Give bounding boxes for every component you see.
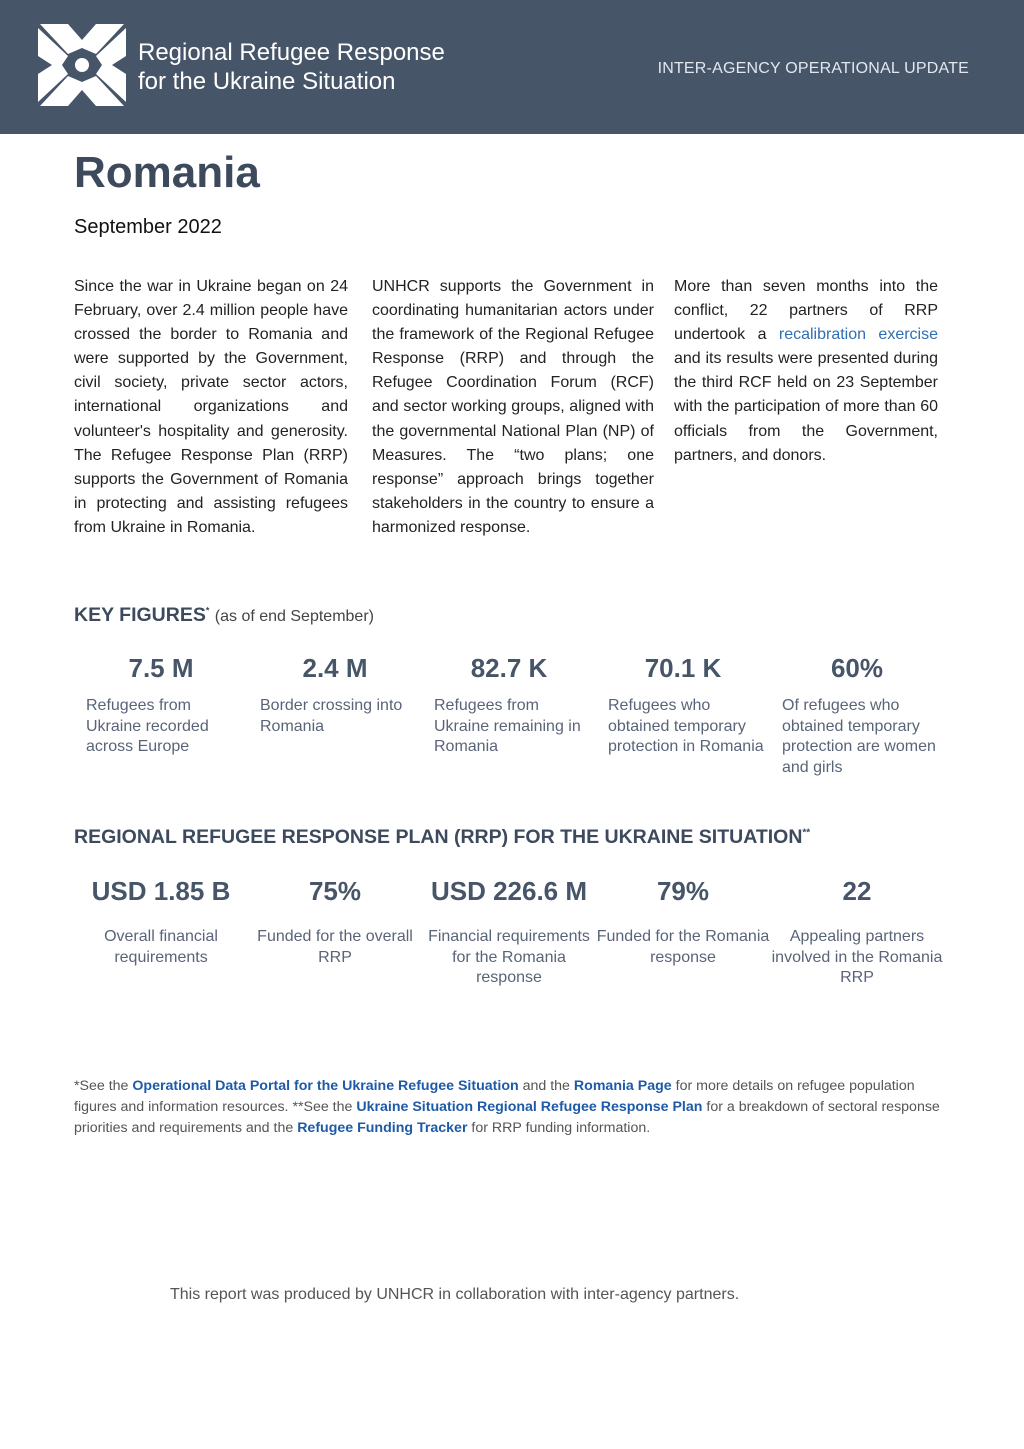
key-figure — [248, 648, 422, 778]
rrp-figure — [770, 871, 944, 989]
key-figure-value: 60% — [830, 653, 884, 683]
logo-line-1: Regional Refugee Response — [138, 39, 445, 66]
romania-page-link[interactable]: Romania Page — [573, 1078, 672, 1094]
intro-column-1: Since the war in Ukraine began on 24 February, over 2.4 million people have crossed the border to Romania and were supported by the Government, civil society, private sector actors, international organizations and volunteer's hospitality and generosity. The Refugee Response Plan (RRP) supports the Government of Romania in protecting and assisting refugees from Ukraine in Romania. — [74, 278, 348, 536]
rrp-figure-value: 75% — [308, 876, 362, 906]
footnote-text: for more details on refugee population figures and information resources. **See the — [74, 1078, 915, 1115]
page-header — [0, 0, 1024, 134]
footnote — [74, 1076, 944, 1139]
key-figure — [74, 648, 248, 778]
rrp-figure-value: USD 1.85 B — [91, 876, 231, 906]
key-figure-value: 70.1 K — [644, 653, 722, 683]
rrp-heading — [74, 826, 810, 849]
key-figure — [422, 648, 596, 778]
page-title: Romania — [74, 148, 260, 197]
rrp-figure-value: 79% — [656, 876, 710, 906]
report-type-label: INTER-AGENCY OPERATIONAL UPDATE — [657, 60, 969, 77]
key-figure — [770, 648, 944, 778]
rrp-figure-label: Appealing partners involved in the Romania RRP — [771, 928, 943, 986]
rrp-figure-label: Funded for the overall RRP — [257, 928, 413, 966]
key-figure-label: Refugees who obtained temporary protection in Romania — [608, 697, 764, 755]
key-figures-title: KEY FIGURES — [74, 604, 206, 626]
footnote-text: for RRP funding information. — [467, 1120, 651, 1136]
intro-column-3-text-a: More than seven months into the conflict, 22 partners of RRP undertook a — [674, 278, 938, 344]
intro-column-3-text-b: and its results were presented during the third RCF held on 23 September with the participation of more than 60 officials from the Government, partners, and donors. — [674, 350, 938, 464]
rrp-figure — [248, 871, 422, 989]
rrp-figure-label: Funded for the Romania response — [596, 928, 770, 966]
rrp-figure-value: USD 226.6 M — [430, 876, 588, 906]
rrp-figure — [74, 871, 248, 989]
regional-refugee-response-plan-link[interactable]: Ukraine Situation Regional Refugee Response Plan — [356, 1099, 703, 1115]
operational-data-portal-link[interactable]: Operational Data Portal for the Ukraine Refugee Situation — [132, 1078, 519, 1094]
rrp-figures-row — [74, 871, 954, 989]
rrp-cross-logo-icon — [34, 18, 130, 112]
key-figures-as-of: (as of end September) — [214, 608, 374, 625]
key-figure — [596, 648, 770, 778]
key-figure-label: Of refugees who obtained temporary protection are women and girls — [782, 697, 936, 776]
intro-column-2: UNHCR supports the Government in coordinating humanitarian actors under the framework of the Regional Refugee Response (RRP) and through the Refugee Coordination Forum (RCF) and sector working groups, aligned with the governmental National Plan (NP) of Measures. The “two plans; one response” approach brings together stakeholders in the country to ensure a harmonized response. — [372, 278, 654, 536]
rrp-footnote-mark: ** — [802, 827, 811, 839]
key-figures-row — [74, 648, 954, 778]
key-figure-value: 2.4 M — [302, 653, 368, 683]
rrp-figure — [422, 871, 596, 989]
rrp-figure-value: 22 — [842, 876, 872, 906]
key-figure-value: 82.7 K — [470, 653, 548, 683]
key-figure-value: 7.5 M — [128, 653, 194, 683]
intro-column-3 — [674, 275, 938, 468]
report-credit: This report was produced by UNHCR in collaboration with inter-agency partners. — [170, 1286, 740, 1303]
rrp-title: REGIONAL REFUGEE RESPONSE PLAN (RRP) FOR THE UKRAINE SITUATION — [74, 826, 803, 848]
key-figures-footnote-mark: * — [205, 605, 210, 616]
key-figure-label: Refugees from Ukraine recorded across Europe — [86, 697, 209, 755]
refugee-funding-tracker-link[interactable]: Refugee Funding Tracker — [297, 1120, 468, 1136]
footnote-text: and the — [518, 1078, 574, 1094]
rrp-figure — [596, 871, 770, 989]
footnote-text: for a breakdown of sectoral response priorities and requirements and the — [74, 1099, 940, 1136]
footnote-text: *See the — [74, 1078, 133, 1094]
key-figures-heading — [74, 604, 374, 627]
logo-text — [138, 38, 445, 96]
rrp-figure-label: Financial requirements for the Romania response — [428, 928, 590, 986]
logo-line-2: for the Ukraine Situation — [138, 68, 396, 95]
recalibration-exercise-link[interactable]: recalibration exercise — [778, 326, 938, 344]
report-date: September 2022 — [74, 216, 222, 238]
key-figure-label: Refugees from Ukraine remaining in Romania — [434, 697, 581, 755]
key-figure-label: Border crossing into Romania — [260, 697, 403, 735]
rrp-figure-label: Overall financial requirements — [104, 928, 218, 966]
